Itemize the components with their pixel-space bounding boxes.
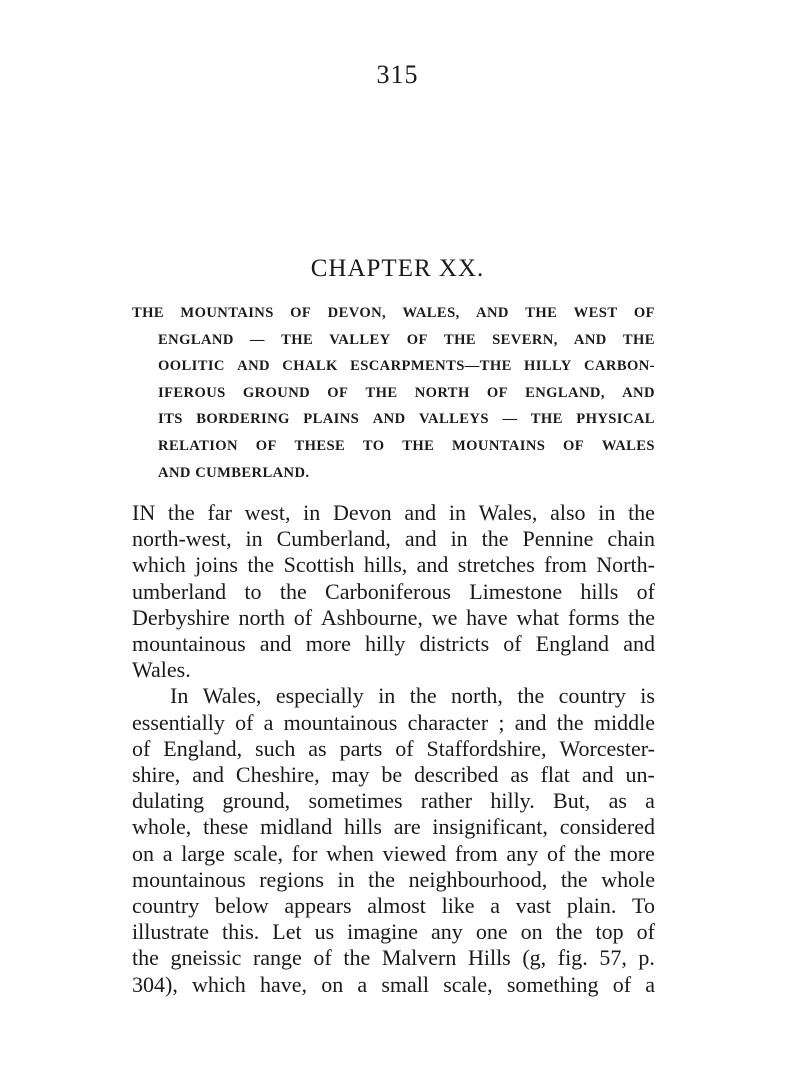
word: vast <box>515 893 552 919</box>
word: character <box>407 709 489 735</box>
word: IFEROUS <box>158 384 226 401</box>
word: Let <box>272 919 302 945</box>
word: as <box>510 762 529 788</box>
word: umberland <box>132 578 227 604</box>
word: small <box>381 971 429 997</box>
word: Cheshire, <box>235 762 320 788</box>
word: BORDERING <box>196 411 290 428</box>
word: of <box>132 735 151 761</box>
word: AND <box>476 305 509 321</box>
word: west, <box>244 500 291 525</box>
word: North- <box>596 552 655 578</box>
word: essentially <box>132 709 225 735</box>
word: below <box>214 893 269 919</box>
word: whole, <box>132 814 192 840</box>
word: which <box>192 971 246 997</box>
word: un- <box>625 762 655 788</box>
word: a <box>490 893 501 919</box>
word: GROUND <box>242 384 311 401</box>
word: THE <box>132 305 165 321</box>
word: OF <box>563 437 585 454</box>
word: England, <box>163 735 243 761</box>
word: Worcester- <box>559 735 655 761</box>
word: mountainous <box>132 866 246 892</box>
word: CHALK <box>282 358 338 375</box>
page-number: 315 <box>376 60 419 89</box>
word: hills, <box>363 552 408 578</box>
word: In <box>170 683 189 709</box>
word: hilly <box>365 631 406 657</box>
word: Staffordshire, <box>426 735 547 761</box>
word: AND <box>573 331 607 348</box>
word: and <box>623 631 655 657</box>
word: and <box>259 631 292 657</box>
word: mountainous <box>283 709 398 735</box>
word: more <box>305 631 351 657</box>
word: a <box>357 971 368 997</box>
word: OF <box>406 331 428 348</box>
word: country <box>558 683 626 709</box>
word: one <box>475 919 508 945</box>
word: and <box>581 762 614 788</box>
word: and <box>416 552 449 578</box>
word: Limestone <box>469 578 563 604</box>
word: the <box>247 552 275 578</box>
word: in <box>337 866 355 892</box>
word: THESE <box>294 437 346 454</box>
word: of <box>636 919 655 945</box>
word: scale, <box>443 971 493 997</box>
word: in <box>450 526 468 552</box>
word: on <box>132 840 154 866</box>
word: a <box>645 971 655 997</box>
word: viewed <box>382 840 447 866</box>
word: OF <box>290 305 312 321</box>
word: hills <box>580 578 619 604</box>
word: THE <box>443 331 476 348</box>
word: mountainous <box>132 631 246 657</box>
word: in <box>245 526 263 552</box>
word: and <box>404 526 437 552</box>
word: a <box>162 840 173 866</box>
word: Wales, <box>202 683 262 709</box>
word: the <box>409 683 437 709</box>
word: shire, <box>132 762 181 788</box>
word: the <box>343 945 371 971</box>
word: also <box>550 500 586 525</box>
word: Scottish <box>283 552 355 578</box>
word: Malvern <box>381 945 457 971</box>
word: of <box>636 578 655 604</box>
word: THE <box>525 305 558 321</box>
word: — <box>249 331 265 348</box>
word: as <box>608 788 627 814</box>
word: north, <box>450 683 503 709</box>
summary-line <box>132 380 655 407</box>
word: we <box>431 604 458 630</box>
word: described <box>414 762 499 788</box>
word: HILLY <box>524 358 572 375</box>
word: the <box>555 919 583 945</box>
word: chain <box>607 526 655 552</box>
word: be <box>381 762 403 788</box>
word: scale, <box>233 840 284 866</box>
word: MOUNTAINS <box>180 305 274 321</box>
word: ENGLAND <box>158 331 234 348</box>
word: THE <box>281 331 314 348</box>
word: midland <box>260 814 333 840</box>
word: whole <box>601 866 655 892</box>
word: in <box>598 500 616 525</box>
word: such <box>255 735 296 761</box>
text-line <box>132 945 655 971</box>
word: the <box>628 604 655 630</box>
word: something <box>506 971 599 997</box>
word: ; <box>498 709 505 735</box>
word: like <box>441 893 475 919</box>
word: Derbyshire <box>132 604 230 630</box>
word: in <box>303 500 321 525</box>
word: appears <box>284 893 352 919</box>
summary-line <box>132 353 655 380</box>
word: range <box>252 945 302 971</box>
word: have <box>466 604 508 630</box>
word: hills <box>344 814 382 840</box>
word: England <box>535 631 610 657</box>
word: almost <box>367 893 426 919</box>
word: districts <box>419 631 490 657</box>
word: as <box>308 735 327 761</box>
chapter-heading: CHAPTER XX. <box>310 255 485 282</box>
word: 57, <box>599 945 627 971</box>
word: VALLEYS <box>418 411 489 428</box>
word: SEVERN, <box>492 331 558 348</box>
word: of <box>395 735 414 761</box>
word: especially <box>275 683 364 709</box>
word: 304), <box>132 971 178 997</box>
word: any <box>431 919 463 945</box>
word: the <box>481 526 509 552</box>
word: the <box>368 866 396 892</box>
text-line <box>132 919 655 945</box>
summary-line <box>132 433 655 460</box>
word: RELATION <box>158 437 238 454</box>
word: which <box>132 552 186 578</box>
word: (g, <box>522 945 547 971</box>
word: of <box>503 631 522 657</box>
word: a <box>645 788 655 814</box>
word: are <box>393 814 421 840</box>
word: stretches <box>457 552 535 578</box>
word: MOUNTAINS <box>451 437 546 454</box>
word: p. <box>638 945 655 971</box>
summary-line <box>132 460 655 487</box>
word: regions <box>259 866 324 892</box>
word: on <box>520 919 543 945</box>
word: what <box>516 604 560 630</box>
word: and <box>404 500 437 525</box>
word: for <box>291 840 318 866</box>
word: WEST <box>573 305 618 321</box>
word: rather <box>420 788 473 814</box>
word: flat <box>540 762 570 788</box>
word: have, <box>259 971 307 997</box>
text-line <box>132 841 655 867</box>
word: OF <box>327 384 349 401</box>
word: neighbourhood, <box>408 866 548 892</box>
word: more <box>609 840 655 866</box>
word: OF <box>255 437 277 454</box>
word: far <box>207 500 232 525</box>
text-line <box>132 762 655 788</box>
word: a <box>263 709 274 735</box>
word: these <box>203 814 249 840</box>
word: on <box>321 971 344 997</box>
word: us <box>314 919 335 945</box>
word: ITS <box>158 411 183 428</box>
text-line <box>132 552 655 578</box>
word: in <box>378 683 396 709</box>
word: THE <box>622 331 655 348</box>
word: plain. <box>566 893 617 919</box>
word: and <box>192 762 224 788</box>
word: Wales, <box>478 500 538 525</box>
summary-line <box>132 406 655 433</box>
word: the <box>517 683 545 709</box>
text-line <box>132 814 655 840</box>
word: when <box>326 840 374 866</box>
text-line <box>132 579 655 605</box>
text-line <box>132 788 655 814</box>
word: of <box>235 709 254 735</box>
word: the <box>574 840 601 866</box>
word: north-west, <box>132 526 232 552</box>
word: OOLITIC <box>158 358 225 375</box>
word: But, <box>553 788 591 814</box>
word: Carboniferous <box>325 578 451 604</box>
word: may <box>331 762 370 788</box>
word: of <box>293 604 313 630</box>
word: considered <box>559 814 655 840</box>
word: OF <box>633 305 655 321</box>
word: — <box>502 411 518 428</box>
word: WALES, <box>402 305 460 321</box>
text-line <box>132 631 655 657</box>
word: NORTH <box>414 384 470 401</box>
word: illustrate <box>132 919 209 945</box>
word: Hills <box>467 945 511 971</box>
word: imagine <box>347 919 419 945</box>
word: top <box>595 919 624 945</box>
word: from <box>454 840 498 866</box>
word: Ashbourne, <box>320 604 423 630</box>
word: and <box>514 709 547 735</box>
word: middle <box>593 709 655 735</box>
word: from <box>544 552 587 578</box>
word: fig. <box>557 945 588 971</box>
word: OF <box>486 384 508 401</box>
text-line <box>132 893 655 919</box>
text-line <box>132 500 655 526</box>
summary-line <box>132 327 655 354</box>
word: sometimes <box>308 788 403 814</box>
word: ground, <box>222 788 291 814</box>
text-line <box>132 526 655 552</box>
word: PLAINS <box>303 411 360 428</box>
word: THE <box>402 437 435 454</box>
word: any <box>506 840 539 866</box>
word: To <box>632 893 655 919</box>
text-line <box>132 736 655 762</box>
word: gneissic <box>170 945 242 971</box>
word: Cumberland, <box>276 526 391 552</box>
word: insignificant, <box>432 814 548 840</box>
text-line <box>132 710 655 736</box>
word: of <box>612 971 632 997</box>
word: Devon <box>333 500 392 525</box>
word: AND <box>237 358 270 375</box>
word: the <box>279 578 307 604</box>
word: AND <box>158 464 191 481</box>
word: THE <box>365 384 398 401</box>
word: WALES <box>601 437 655 454</box>
word: is <box>640 683 655 709</box>
word: AND <box>622 384 655 401</box>
word: DEVON, <box>327 305 387 321</box>
word: north <box>238 604 285 630</box>
word: ESCARPMENTS—THE <box>350 358 512 375</box>
word: joins <box>195 552 238 578</box>
word: the <box>132 945 159 971</box>
word: VALLEY <box>329 331 391 348</box>
text-line <box>132 867 655 893</box>
word: this. <box>221 919 260 945</box>
word: parts <box>339 735 383 761</box>
word: the <box>167 500 195 525</box>
word: the <box>556 709 584 735</box>
word: the <box>560 866 588 892</box>
word: of <box>313 945 332 971</box>
text-line <box>132 972 655 998</box>
word: country <box>132 893 200 919</box>
word: PHYSICAL <box>576 411 655 428</box>
word: forms <box>568 604 620 630</box>
chapter-summary <box>132 300 655 486</box>
word: ENGLAND, <box>525 384 605 401</box>
text-line <box>132 683 655 709</box>
word: dulating <box>132 788 205 814</box>
text-line <box>132 605 655 631</box>
word: CUMBERLAND. <box>195 464 310 481</box>
word: TO <box>362 437 385 454</box>
word: large <box>181 840 225 866</box>
summary-line <box>132 300 655 327</box>
word: CARBON- <box>584 358 655 375</box>
word: hilly. <box>490 788 535 814</box>
word: the <box>628 500 655 525</box>
word: THE <box>530 411 563 428</box>
word: Wales. <box>132 657 191 683</box>
word: of <box>546 840 566 866</box>
word: IN <box>132 500 156 525</box>
word: in <box>448 500 466 525</box>
word: to <box>244 578 262 604</box>
word: Pennine <box>522 526 594 552</box>
text-line <box>132 657 655 683</box>
body-text <box>132 500 655 998</box>
word: AND <box>372 411 406 428</box>
